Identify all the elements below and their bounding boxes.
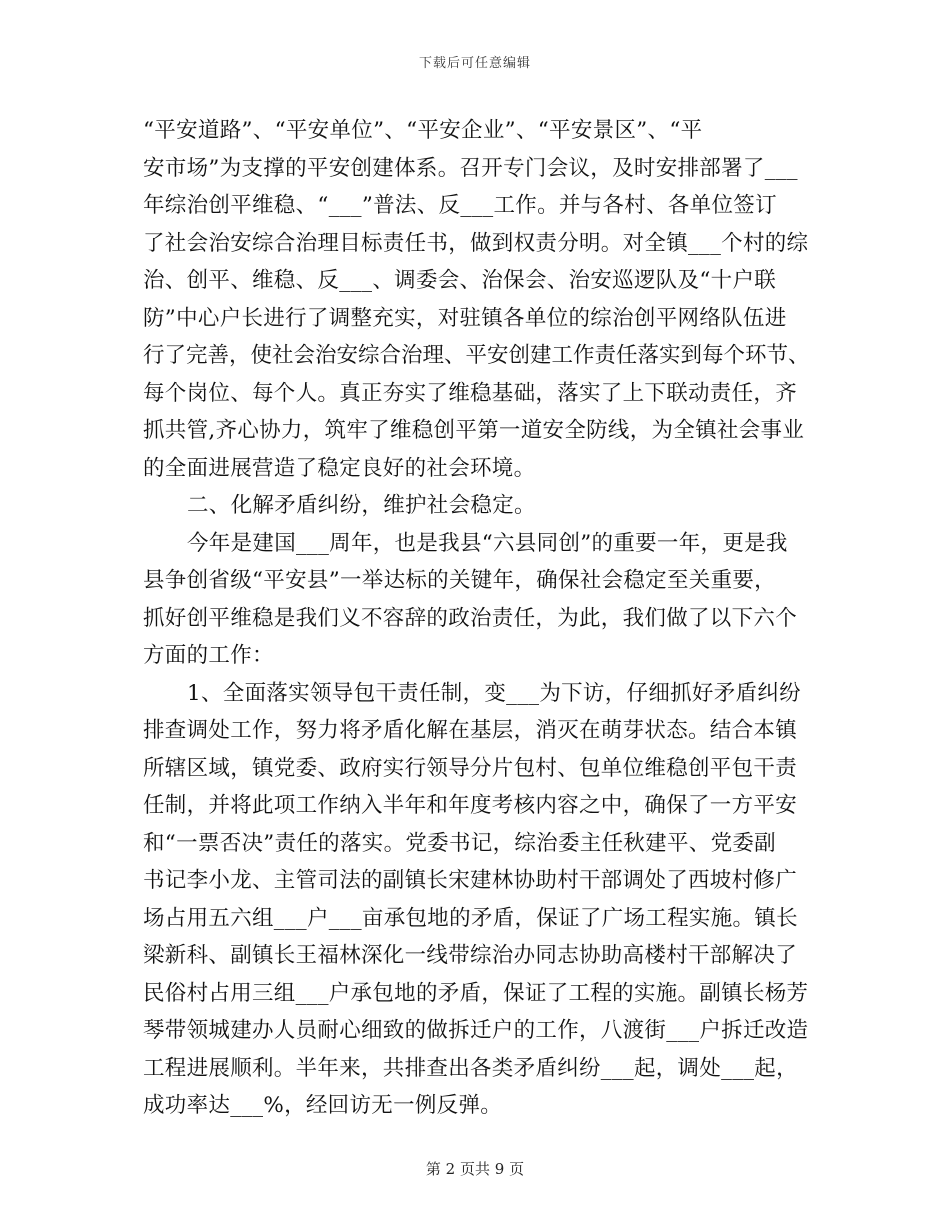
text-line: 和“一票否决”责任的落实。党委书记，综治委主任秋建平、党委副 — [143, 830, 776, 856]
text-line: 抓共管,齐心协力，筑牢了维稳创平第一道安全防线，为全镇社会事业 — [143, 418, 805, 443]
text-line: 安市场”为支撑的平安创建体系。召开专门会议，及时安排部署了___ — [143, 155, 798, 181]
text-line: 1、全面落实领导包干责任制，变___为下访，仔细抓好矛盾纠纷 — [187, 680, 801, 706]
text-line: 排查调处工作，努力将矛盾化解在基层，消灭在萌芽状态。结合本镇 — [143, 718, 798, 743]
text-line: 场占用五六组___户___亩承包地的矛盾，保证了广场工程实施。镇长 — [143, 905, 798, 931]
text-line: 二、化解矛盾纠纷，维护社会稳定。 — [187, 493, 536, 518]
page-footer: 第 2 页共 9 页 — [425, 1160, 525, 1178]
text-line: 任制，并将此项工作纳入半年和年度考核内容之中，确保了一方平安 — [143, 793, 798, 818]
text-line: 行了完善，使社会治安综合治理、平安创建工作责任落实到每个环节、 — [143, 343, 810, 368]
text-line: 方面的工作： — [143, 643, 274, 668]
text-line: 防”中心户长进行了调整充实，对驻镇各单位的综治创平网络队伍进 — [143, 305, 787, 331]
text-line: 成功率达___%，经回访无一例反弹。 — [143, 1093, 503, 1118]
text-line: 工程进展顺利。半年来，共排查出各类矛盾纠纷___起，调处___起， — [143, 1055, 798, 1081]
text-line: 治、创平、维稳、反___、调委会、治保会、治安巡逻队及“十户联 — [143, 268, 777, 293]
text-line: 年综治创平维稳、“___”普法、反___工作。并与各村、各单位签订 — [143, 193, 777, 218]
text-line: 书记李小龙、主管司法的副镇长宋建林协助村干部调处了西坡村修广 — [143, 868, 798, 893]
text-line: 今年是建国___周年，也是我县“六县同创”的重要一年，更是我 — [187, 530, 788, 556]
text-line: 梁新科、副镇长王福林深化一线带综治办同志协助高楼村干部解决了 — [143, 943, 798, 968]
text-line: 民俗村占用三组___户承包地的矛盾，保证了工程的实施。副镇长杨芳 — [143, 980, 809, 1006]
text-line: 抓好创平维稳是我们义不容辞的政治责任，为此，我们做了以下六个 — [143, 605, 798, 631]
text-line: 县争创省级“平安县”一举达标的关键年，确保社会稳定至关重要， — [143, 568, 776, 593]
text-line: “平安道路”、“平安单位”、“平安企业”、“平安景区”、“平 — [143, 118, 703, 143]
text-line: 了社会治安综合治理目标责任书，做到权责分明。对全镇___个村的综 — [143, 230, 809, 256]
page-header: 下载后可任意编辑 — [418, 56, 531, 71]
text-line: 每个岗位、每个人。真正夯实了维稳基础，落实了上下联动责任，齐 — [143, 380, 798, 406]
text-line: 的全面进展营造了稳定良好的社会环境。 — [143, 455, 536, 481]
text-line: 琴带领城建办人员耐心细致的做拆迁户的工作，八渡街___户拆迁改造 — [143, 1018, 809, 1043]
document-body — [143, 112, 809, 1125]
text-line: 所辖区域，镇党委、政府实行领导分片包村、包单位维稳创平包干责 — [143, 755, 798, 781]
